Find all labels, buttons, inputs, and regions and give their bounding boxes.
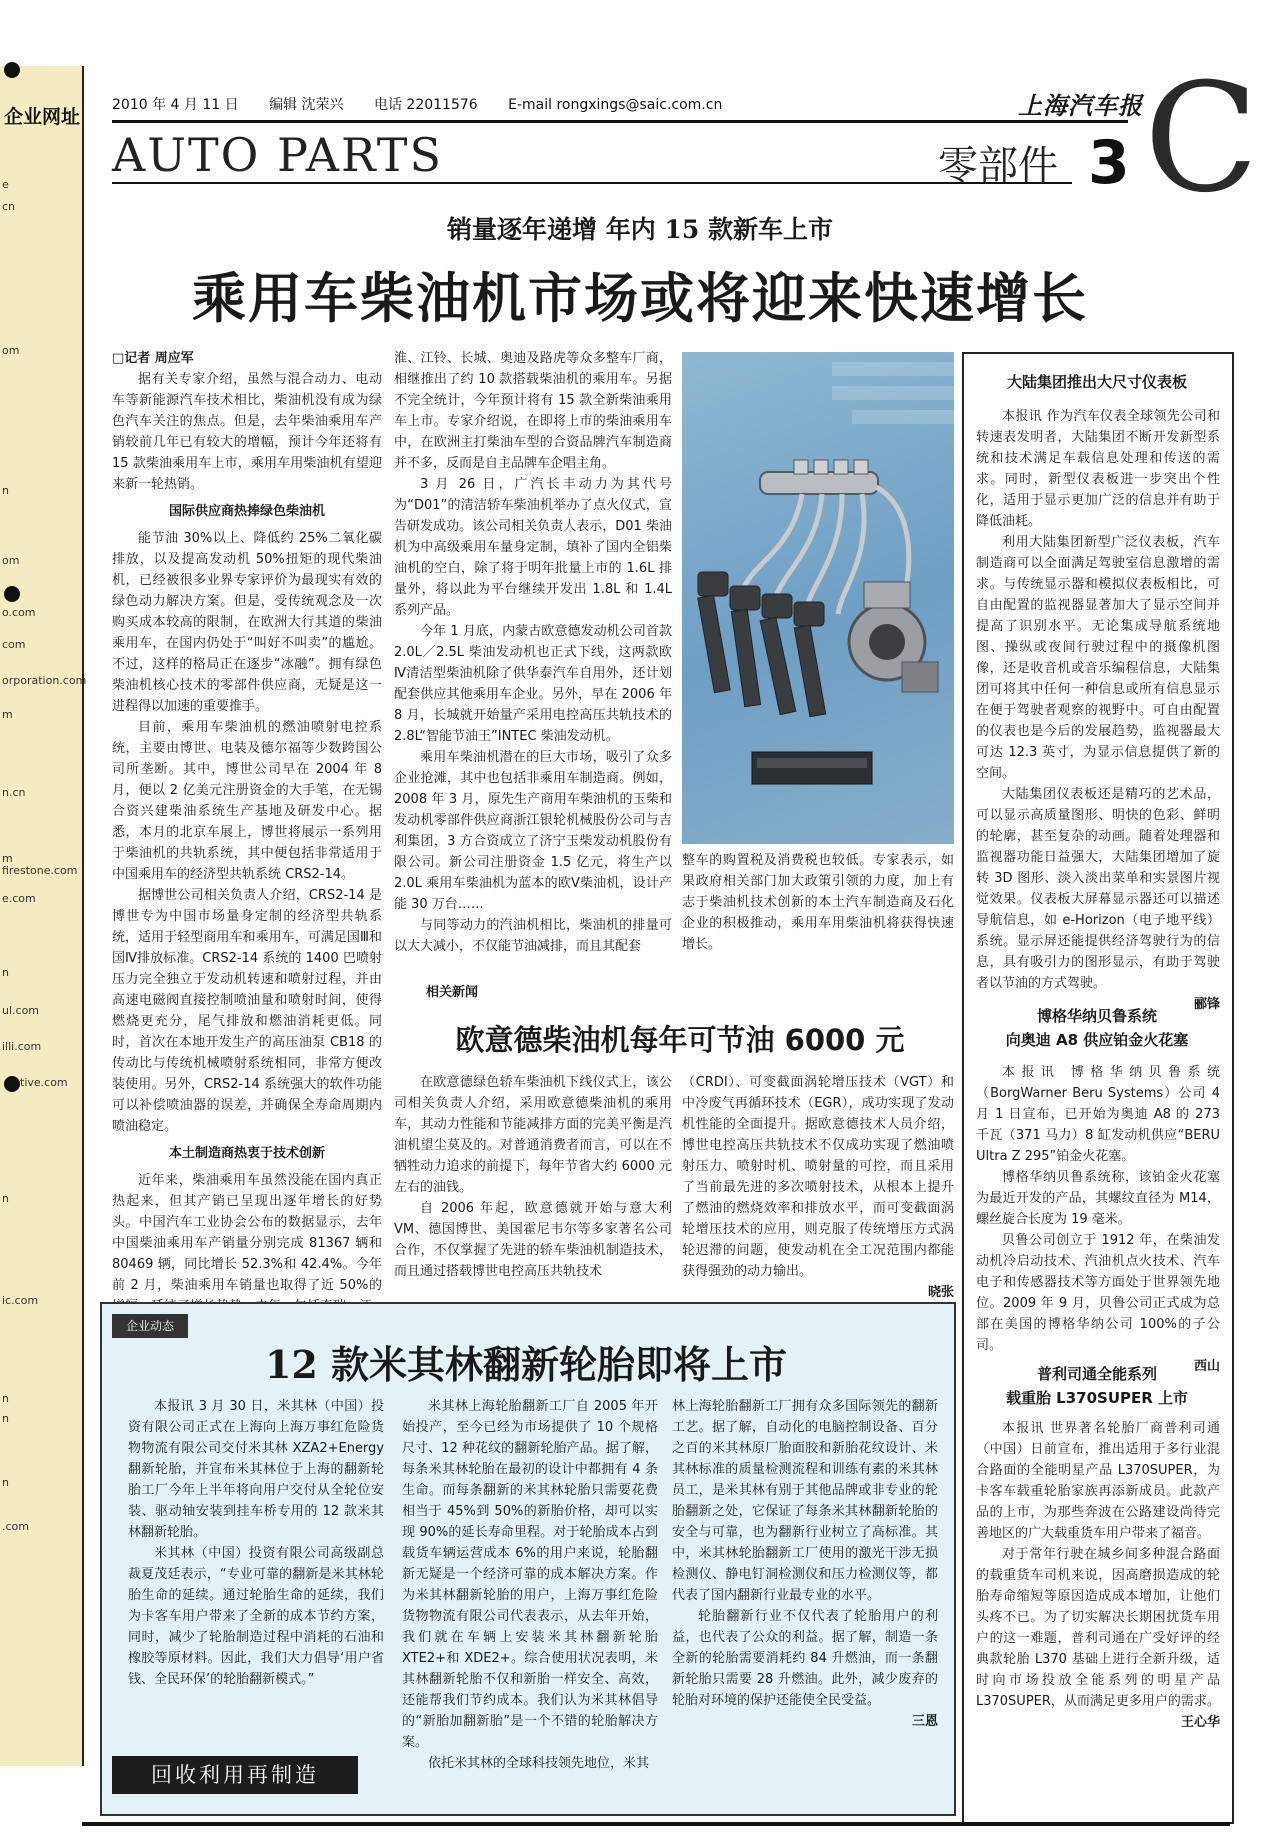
paragraph: 据有关专家介绍，虽然与混合动力、电动车等新能源汽车技术相比，柴油机没有成为绿色汽车关注的焦点。但是，去年柴油乘用车产销较前几年已有较大的增幅，预计今年还将有 15 款柴油乘用车上市，乘用车用柴油机有望迎来新一轮热销。: [112, 372, 382, 492]
bullet-dot: [4, 62, 20, 78]
strip-url: n.cn: [2, 786, 26, 799]
email: E-mail rongxings@saic.com.cn: [508, 97, 723, 113]
michelin-headline: 12 款米其林翻新轮胎即将上市: [264, 1342, 788, 1387]
sidebar-headline-line: 载重胎 L370SUPER 上市: [1005, 1389, 1189, 1407]
paragraph: 博格华纳贝鲁系统称，该铂金火花塞为最近开发的产品，其螺纹直径为 M14，螺丝旋合长度为 19 毫米。: [976, 1170, 1220, 1227]
related-label: 相关新闻: [426, 985, 479, 1000]
paragraph: （CRDI）、可变截面涡轮增压技术（VGT）和中冷废气再循环技术（EGR），成功实现了发动机性能的全面提升。据欧意德技术人员介绍，博世电控高压共轨技术不仅成功实现了燃油喷射压力、喷射时机、喷射量的可控，而且采用了当前最先进的多次喷射技术，从根本上提升了燃油的燃烧效率和排放水平，而可变截面涡轮增压技术的应用，则克服了传统增压方式涡轮迟滞的问题，使发动机在全工况范围内都能获得强劲的动力输出。: [682, 1075, 954, 1279]
strip-url: e: [2, 178, 9, 191]
strip-url: .com: [2, 1520, 29, 1533]
author: 王心华: [1180, 1715, 1220, 1730]
strip-url: n: [2, 484, 9, 497]
strip-url: ul.com: [2, 1004, 40, 1017]
company-news-tag: 企业动态: [112, 1314, 188, 1338]
section-letter: C: [1144, 52, 1259, 226]
strip-url: m: [2, 708, 13, 721]
strip-url: n: [2, 1412, 9, 1425]
paragraph: 依托米其林的全球科技领先地位，米其: [428, 1756, 650, 1771]
paragraph: 利用大陆集团新型广泛仪表板，汽车制造商可以全面满足驾驶室信息激增的需求。与传统显示器和模拟仪表板相比，可自由配置的监视器显著加大了显示空间并提高了识别水平。无论集成导航系统地图、操纵或夜间行驶过程中的摄像机图像，还是收音机或音乐编程信息，大陆集团可将其中任何一种信息或所有信息显示在便于驾驶者观察的视野中。可自由配置的仪表也是今后的发展趋势，监视器最大可达 12.3 英寸，为显示信息提供了新的空间。: [976, 535, 1220, 781]
paragraph: 对于常年行驶在城乡间多种混合路面的载重货车司机来说，因高磨损造成的轮胎寿命缩短等原因造成成本增加，让他们头疼不已。为了切实解决长期困扰货车用户的这一难题，普利司通在广受好评的经典款轮胎 L370 基础上进行全新升级，适时向市场投放全能系列的明星产品 L370SUPER，从而满足更多用户的需求。: [976, 1547, 1220, 1709]
paragraph: 大陆集团仪表板还是精巧的艺术品，可以显示高质量图形、明快的色彩、鲜明的轮廓，甚至复杂的动画。随着处理器和监视器功能日益强大，大陆集团增加了旋转 3D 图形、淡入淡出菜单和实景图片视觉效果。仪表板大屏幕显示器还可以描述导航信息，如 e-Horizon（电子地平线）系统。显示屏还能提供经济驾驶行为的信息，具有吸引力的图形显示，有助于驾驶者以节油的方式驾驶。: [976, 787, 1220, 991]
article-subhead: 销量逐年递增 年内 15 款新车上市: [447, 215, 833, 244]
page-number: 3: [1088, 128, 1130, 198]
author: 西山: [1193, 1359, 1220, 1374]
masthead-logo: 上海汽车报: [1018, 91, 1143, 120]
paragraph: 轮胎翻新行业不仅代表了轮胎用户的利益，也代表了公众的利益。据了解，制造一条全新的轮胎需要消耗约 84 升燃油，而一条翻新轮胎只需要 28 升燃油。此外，减少废弃的轮胎对环境的保护还能使全民受益。: [672, 1609, 938, 1708]
related-column-1: [394, 1072, 672, 1282]
strip-url: illi.com: [2, 1040, 42, 1053]
sidebar-headline: [972, 1004, 1222, 1052]
sidebar-article-2: [976, 1062, 1220, 1377]
paragraph: 米其林（中国）投资有限公司高级副总裁夏茂廷表示，“专业可靠的翻新是米其林轮胎生命的延续。通过轮胎生命的延续，我们为卡客车用户带来了全新的成本节约方案，同时，减少了轮胎制造过程中消耗的石油和橡胶等原材料。因此，我们大力倡导‘用户省钱、全民环保’的轮胎翻新模式。”: [128, 1546, 384, 1687]
article-column-2: [394, 348, 672, 957]
paragraph: 林上海轮胎翻新工厂拥有众多国际领先的翻新工艺。据了解，自动化的电脑控制设备、百分之百的米其林原厂胎面胶和新胎花纹设计、米其林标准的质量检测流程和训练有素的米其林员工，是米其林有别于其他品牌或非专业的轮胎翻新之处，它保证了每条米其林翻新轮胎的安全与可靠，也为翻新行业树立了高标准。其中，米其林轮胎翻新工厂使用的激光干涉无损检测仪、静电钉洞检测仪和压力检测仪等，都代表了国内翻新行业最专业的水平。: [672, 1399, 938, 1603]
paragraph: 米其林上海轮胎翻新工厂自 2005 年开始投产，至今已经为市场提供了 10 个规格尺寸、12 种花纹的翻新轮胎产品。据了解，每条米其林轮胎在最初的设计中都拥有 4 条生命。而每条翻新的米其林轮胎只需要花费相当于 45%到 50%的新胎价格，却可以实现 90%的延长寿命里程。对于轮胎成本占到载货车辆运营成本 6%的用户来说，轮胎翻新无疑是一个经济可靠的成本解决方案。作为米其林翻新轮胎的用户，上海万事红危险货物物流有限公司代表表示，从去年开始，我们就在车辆上安装米其林翻新轮胎 XTE2+和 XDE2+。综合使用状况表明，米其林翻新轮胎不仅和新胎一样安全、高效，还能帮我们节约成本。我们认为米其林倡导的“新胎加翻新胎”是一个不错的轮胎解决方案。: [402, 1399, 658, 1750]
sidebar-headline-line: 博格华纳贝鲁系统: [1036, 1007, 1157, 1025]
strip-url: cn: [2, 200, 16, 213]
strip-url: n: [2, 966, 9, 979]
paragraph: 本报讯 3 月 30 日，米其林（中国）投资有限公司正式在上海向上海万事红危险货物物流有限公司交付米其林 XZA2+Energy 翻新轮胎，并宣布米其林位于上海的翻新轮胎工厂今年上半年将向用户交付从全轮位安装、驱动轴安装到挂车桥专用的 12 款米其林翻新轮胎。: [128, 1399, 384, 1540]
strip-url: com: [2, 638, 26, 651]
paragraph: 乘用车柴油机潜在的巨大市场，吸引了众多企业抢滩，其中也包括非乘用车制造商。例如，2008 年 3 月，原先生产商用车柴油机的玉柴和发动机零部件供应商浙江银轮机械股份公司与吉利集团，3 方合资成立了济宁玉柴发动机股份有限公司。新公司注册资金 1.5 亿元，将生产以 2.0L 乘用车柴油机为蓝本的欧Ⅴ柴油机，设计产能 30 万台……: [394, 750, 672, 912]
sidebar-headline-line: 向奥迪 A8 供应铂金火花塞: [1005, 1031, 1189, 1049]
michelin-column-1: [128, 1396, 384, 1690]
paragraph: 在欧意德绿色轿车柴油机下线仪式上，该公司相关负责人介绍，采用欧意德柴油机的乘用车，其动力性能和节能减排方面的完美平衡是汽油机望尘莫及的。对普通消费者而言，可以在不牺牲动力追求的前提下，每年节省大约 6000 元左右的油钱。: [394, 1075, 672, 1195]
product-photo: [682, 352, 954, 844]
paragraph: 据博世公司相关负责人介绍，CRS2-14 是博世专为中国市场量身定制的经济型共轨系统，适用于轻型商用车和乘用车，可满足国Ⅲ和国Ⅳ排放标准。CRS2-14 系统的 1400 巴喷射压力完全独立于发动机转速和喷射过程，并由高速电磁阀直接控制喷油量和喷射时间，使得燃烧更充分，尾气排放和燃油消耗更低。同时，首次在本地开发生产的高压油泵 CB18 的传动比与传统机械喷射系统相同，非常方便改装使用。另外，CRS2-14 系统强大的软件功能可以补偿喷油器的误差，并确保全寿命周期内喷油稳定。: [112, 888, 382, 1134]
paragraph: 今年 1 月底，内蒙古欧意德发动机公司首款 2.0L／2.5L 柴油发动机也正式下线，这两款欧Ⅳ清洁型柴油机除了供华泰汽车自用外，还计划配套供应其他乘用车企业。另外，早在 2006 年 8 月，长城就开始量产采用电控高压共轨技术的 2.8L“智能节油王”INTEC 柴油发动机。: [394, 624, 672, 744]
strip-url: firestone.com: [2, 864, 78, 877]
author: 郦锋: [1193, 997, 1220, 1012]
paragraph: 贝鲁公司创立于 1912 年，在柴油发动机冷启动技术、汽油机点火技术、汽车电子和传感器技术等方面处于世界领先地位。2009 年 9 月，贝鲁公司正式成为总部在美国的博格华纳公司 100%的子公司。: [976, 1233, 1220, 1353]
sidebar-article-1: [976, 406, 1220, 1015]
strip-url: n: [2, 1392, 9, 1405]
sidebar-headline: [972, 1362, 1222, 1410]
strip-url: orporation.com: [2, 674, 87, 687]
header-info: [112, 94, 748, 114]
paragraph: 能节油 30%以上、降低约 25%二氧化碳排放，以及提高发动机 50%扭矩的现代柴油机，已经被很多业界专家评价为最现实有效的绿色动力解决方案。但是，受传统观念及一次购买成本较高的限制，在欧洲大行其道的柴油乘用车，在国内仍处于“叫好不叫卖”的尴尬。不过，这样的格局正在逐步“冰融”。拥有绿色柴油机核心技术的零部件供应商，无疑是这一进程得以加速的重要推手。: [112, 531, 382, 714]
injector-illustration: [682, 352, 954, 844]
byline: □记者 周应军: [112, 351, 194, 366]
strip-url: om: [2, 344, 20, 357]
paragraph: 本报讯 世界著名轮胎厂商普利司通（中国）日前宣布，推出适用于多行业混合路面的全能明星产品 L370SUPER，为卡客车载重轮胎家族再添新成员。此款产品的上市，为那些奔波在公路建设尚待完善地区的广大载重货车用户带来了福音。: [976, 1421, 1220, 1541]
strip-url: n: [2, 1476, 9, 1489]
divider: [112, 182, 1072, 184]
paragraph: 目前，乘用车柴油机的燃油喷射电控系统，主要由博世、电装及德尔福等少数跨国公司所垄断。其中，博世公司早在 2004 年 8 月，便以 2 亿美元注册资金的大手笔，在无锡合资兴建柴油系统生产基地及研发中心。据悉，本月的北京车展上，博世将展示一系列用于柴油机的共轨系统，其中便包括非常适用于中国乘用车的经济型共轨系统 CRS2-14。: [112, 720, 382, 882]
related-headline: 欧意德柴油机每年可节油 6000 元: [455, 1023, 905, 1057]
paragraph: 与同等动力的汽油机相比，柴油机的排量可以大大减小，不仅能节油减排，而且其配套: [394, 918, 672, 954]
strip-url: n: [2, 1192, 9, 1205]
paragraph: 本报讯 作为汽车仪表全球领先公司和转速表发明者，大陆集团不断开发新型系统和技术满足车载信息处理和传送的需求。同时，新型仪表板进一步突出个性化，适用于显示更加广泛的信息并有助于降低油耗。: [976, 409, 1220, 529]
divider: [82, 1822, 1230, 1826]
sidebar-headline: 大陆集团推出大尺寸仪表板: [1006, 373, 1187, 391]
paragraph: 近年来，柴油乘用车虽然没能在国内真正热起来，但其产销已呈现出逐年增长的好势头。中国汽车工业协会公布的数据显示，去年中国柴油乘用车产销量分别完成 81367 辆和 80469 辆，同比增长 52.3%和 42.4%。今年前 2 月，柴油乘用车销量也取得了近 50%的: [112, 1173, 382, 1293]
author: 三恩: [911, 1714, 938, 1729]
article-column-3: [682, 850, 954, 955]
michelin-column-3: [672, 1396, 938, 1732]
section-heading: 国际供应商热捧绿色柴油机: [168, 504, 325, 519]
section-title-en: AUTO PARTS: [112, 128, 443, 182]
strip-title: 企业网址: [4, 106, 81, 128]
divider: [112, 120, 1128, 123]
article-column-1: [112, 348, 382, 1317]
author: 晓张: [927, 1285, 954, 1300]
strip-url: m: [2, 852, 13, 865]
strip-url: om: [2, 554, 20, 567]
recycling-banner: 回收利用再制造: [112, 1756, 358, 1794]
sidebar-article-3: [976, 1418, 1220, 1733]
bullet-dot: [4, 1076, 20, 1092]
paragraph: 本报讯 博格华纳贝鲁系统（BorgWarner Beru Systems）公司 4 月 1 日宣布，已开始为奥迪 A8 的 273 千瓦（371 马力）8 缸发动机供应“BERU Ultra Z 295”铂金火花塞。: [976, 1065, 1220, 1164]
bullet-dot: [4, 586, 20, 602]
strip-url: o.com: [2, 606, 36, 619]
sidebar-headline-line: 普利司通全能系列: [1036, 1365, 1157, 1383]
michelin-column-2: [402, 1396, 658, 1774]
paragraph: 自 2006 年起，欧意德就开始与意大利 VM、德国博世、美国霍尼韦尔等多家著名公司合作，不仅掌握了先进的轿车柴油机制造技术，而且通过搭载博世电控高压共轨技术: [394, 1201, 672, 1279]
editor: 编辑 沈荣兴: [269, 97, 344, 113]
strip-url: e.com: [2, 892, 36, 905]
section-title-cn: 零部件: [938, 143, 1058, 189]
date: 2010 年 4 月 11 日: [112, 97, 239, 113]
paragraph: 整车的购置税及消费税也较低。专家表示，如果政府相关部门加大政策引领的力度，加上有志于柴油机技术创新的本土汽车制造商及石化企业的积极推动，乘用车用柴油机将获得快速增长。: [682, 853, 954, 952]
section-heading: 本土制造商热衷于技术创新: [168, 1146, 325, 1161]
strip-url: tive.com: [20, 1076, 68, 1089]
related-column-2: [682, 1072, 954, 1303]
paragraph: 3 月 26 日，广汽长丰动力为其代号为“D01”的清洁轿车柴油机举办了点火仪式，宣告研发成功。该公司相关负责人表示，D01 柴油机为中高级乘用车量身定制，填补了国内全铝柴油机的空白，除了将于明年批量上市的 1.6L 排量外，将以此为平台继续开发出 1.8L 和 1.4L 系列产品。: [394, 477, 672, 618]
paragraph: 淮、江铃、长城、奥迪及路虎等众多整车厂商，相继推出了约 10 款搭载柴油机的乘用车。另据不完全统计，今年预计将有 15 款全新柴油乘用车上市。专家介绍说，在即将上市的柴油乘用车中，在欧洲主打柴油车型的合资品牌汽车制造商并不多，反而是自主品牌车企唱主角。: [394, 351, 672, 471]
phone: 电话 22011576: [373, 97, 478, 113]
article-headline: 乘用车柴油机市场或将迎来快速增长: [192, 267, 1088, 330]
strip-url: ic.com: [2, 1294, 39, 1307]
